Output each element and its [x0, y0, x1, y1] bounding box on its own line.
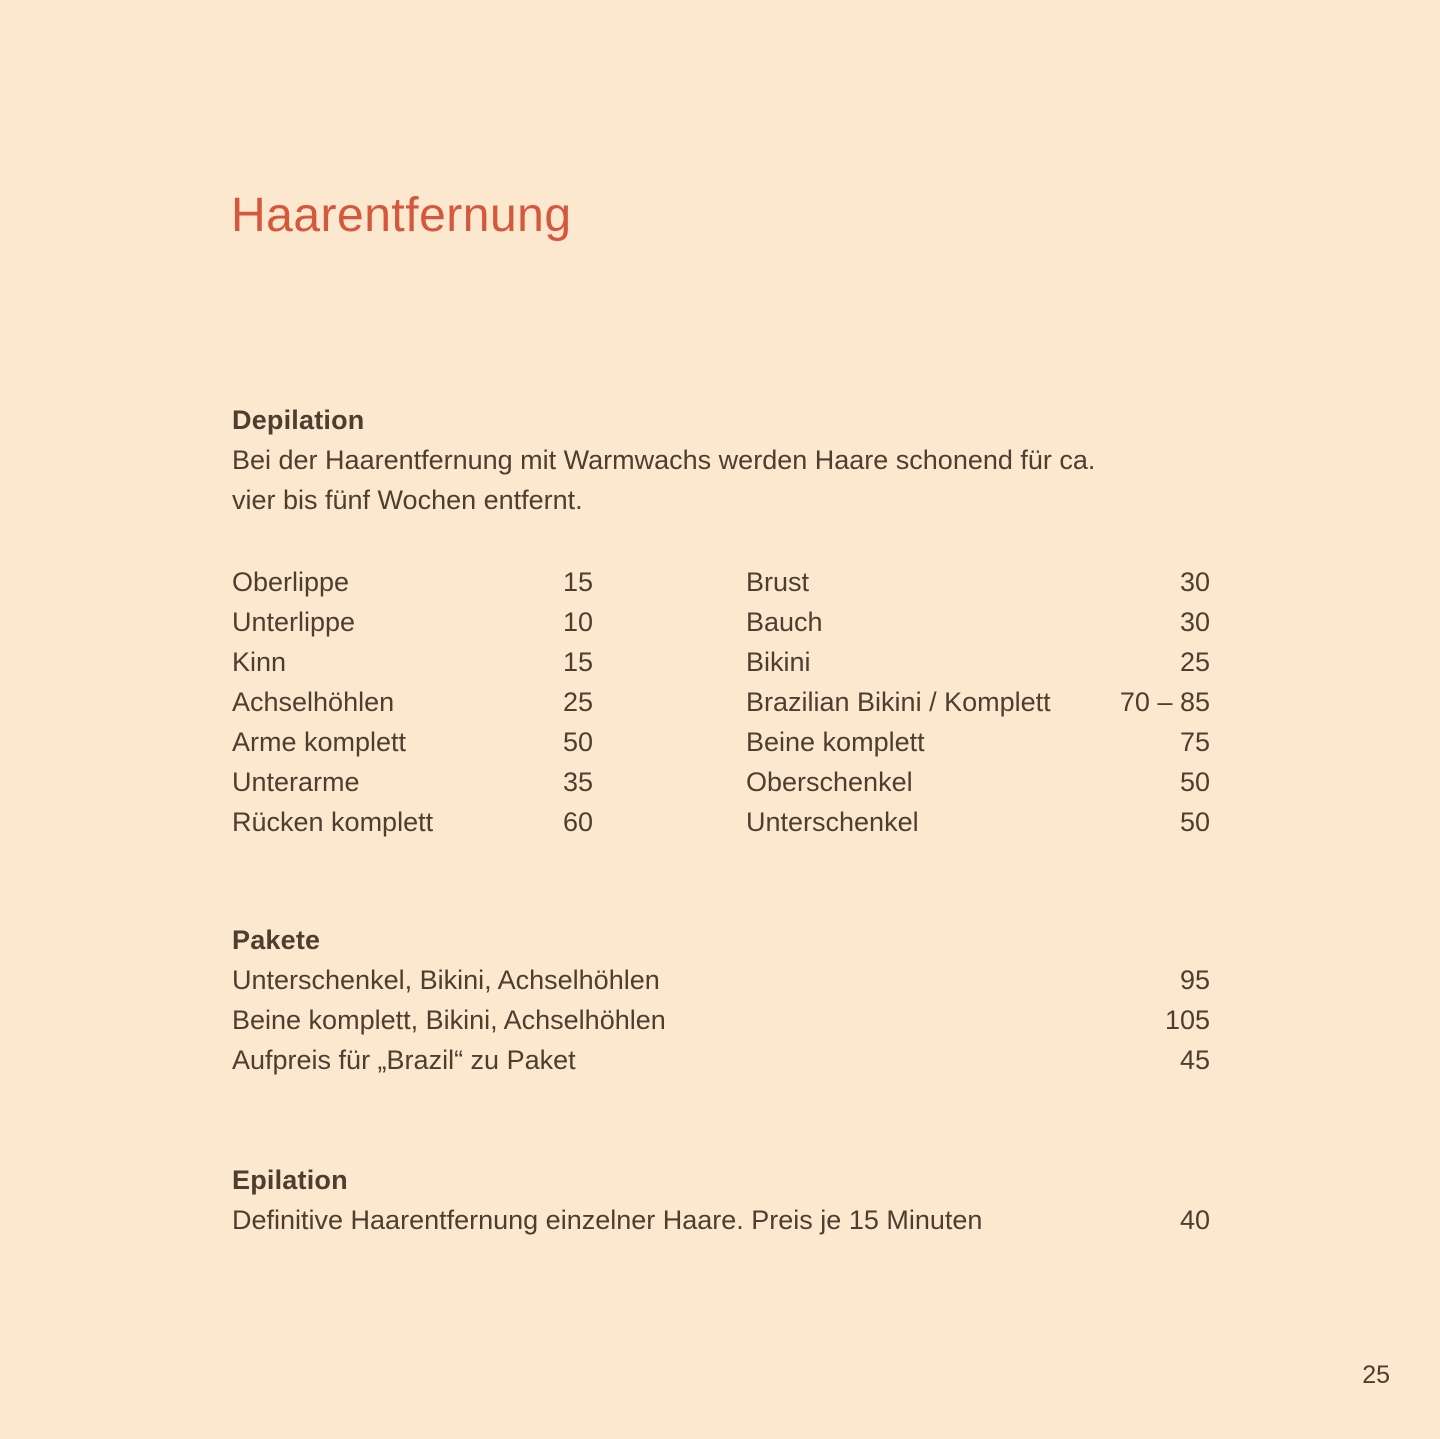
epilation-heading: Epilation	[232, 1165, 348, 1195]
price-value: 30	[1179, 607, 1210, 637]
table-row	[232, 722, 593, 762]
price-value: 35	[562, 767, 593, 797]
price-value: 30	[1179, 567, 1210, 597]
price-value: 40	[1179, 1205, 1210, 1235]
pakete-section	[232, 920, 1210, 1080]
price-label: Rücken komplett	[232, 807, 434, 837]
price-value: 25	[562, 687, 593, 717]
page-title: Haarentfernung	[231, 189, 572, 242]
price-value: 15	[562, 647, 593, 677]
price-value: 70 – 85	[1119, 687, 1210, 717]
price-value: 50	[1179, 767, 1210, 797]
price-label: Brust	[746, 567, 810, 597]
price-value: 15	[562, 567, 593, 597]
table-row	[232, 1200, 1210, 1240]
table-row	[232, 1000, 1210, 1040]
price-label: Definitive Haarentfernung einzelner Haare. Preis je 15 Minuten	[232, 1205, 983, 1235]
price-label: Arme komplett	[232, 727, 407, 757]
price-label: Oberlippe	[232, 567, 350, 597]
table-row	[232, 642, 593, 682]
epilation-section	[232, 1160, 1210, 1240]
price-label: Unterschenkel	[746, 807, 919, 837]
price-value: 25	[1179, 647, 1210, 677]
table-row	[232, 802, 593, 842]
price-label: Brazilian Bikini / Komplett	[746, 687, 1051, 717]
price-label: Aufpreis für „Brazil“ zu Paket	[232, 1045, 576, 1075]
depilation-description-line2: vier bis fünf Wochen entfernt.	[232, 485, 583, 515]
price-value: 50	[1179, 807, 1210, 837]
table-row	[746, 682, 1210, 722]
depilation-price-table	[232, 562, 1210, 842]
price-label: Beine komplett, Bikini, Achselhöhlen	[232, 1005, 666, 1035]
price-value: 50	[562, 727, 593, 757]
price-column-right	[746, 562, 1210, 842]
page-number: 25	[1362, 1361, 1390, 1389]
table-row	[746, 602, 1210, 642]
depilation-description-line1: Bei der Haarentfernung mit Warmwachs werden Haare schonend für ca.	[232, 445, 1096, 475]
price-label: Unterlippe	[232, 607, 356, 637]
table-row	[232, 1040, 1210, 1080]
price-value: 45	[1179, 1045, 1210, 1075]
table-row	[746, 802, 1210, 842]
price-label: Oberschenkel	[746, 767, 913, 797]
depilation-section	[232, 400, 1210, 520]
table-row	[232, 602, 593, 642]
table-row	[232, 562, 593, 602]
price-value: 10	[562, 607, 593, 637]
table-row	[232, 960, 1210, 1000]
price-value: 95	[1179, 965, 1210, 995]
price-value: 75	[1179, 727, 1210, 757]
price-value: 60	[562, 807, 593, 837]
table-row	[232, 682, 593, 722]
price-label: Beine komplett	[746, 727, 925, 757]
price-label: Unterschenkel, Bikini, Achselhöhlen	[232, 965, 660, 995]
table-row	[746, 722, 1210, 762]
price-label: Achselhöhlen	[232, 687, 395, 717]
price-value: 105	[1164, 1005, 1210, 1035]
price-label: Bikini	[746, 647, 811, 677]
price-label: Bauch	[746, 607, 823, 637]
price-column-left	[232, 562, 593, 842]
table-row	[746, 762, 1210, 802]
depilation-heading: Depilation	[232, 405, 365, 435]
table-row	[746, 562, 1210, 602]
price-label: Unterarme	[232, 767, 360, 797]
pakete-heading: Pakete	[232, 925, 321, 955]
table-row	[232, 762, 593, 802]
price-label: Kinn	[232, 647, 287, 677]
table-row	[746, 642, 1210, 682]
